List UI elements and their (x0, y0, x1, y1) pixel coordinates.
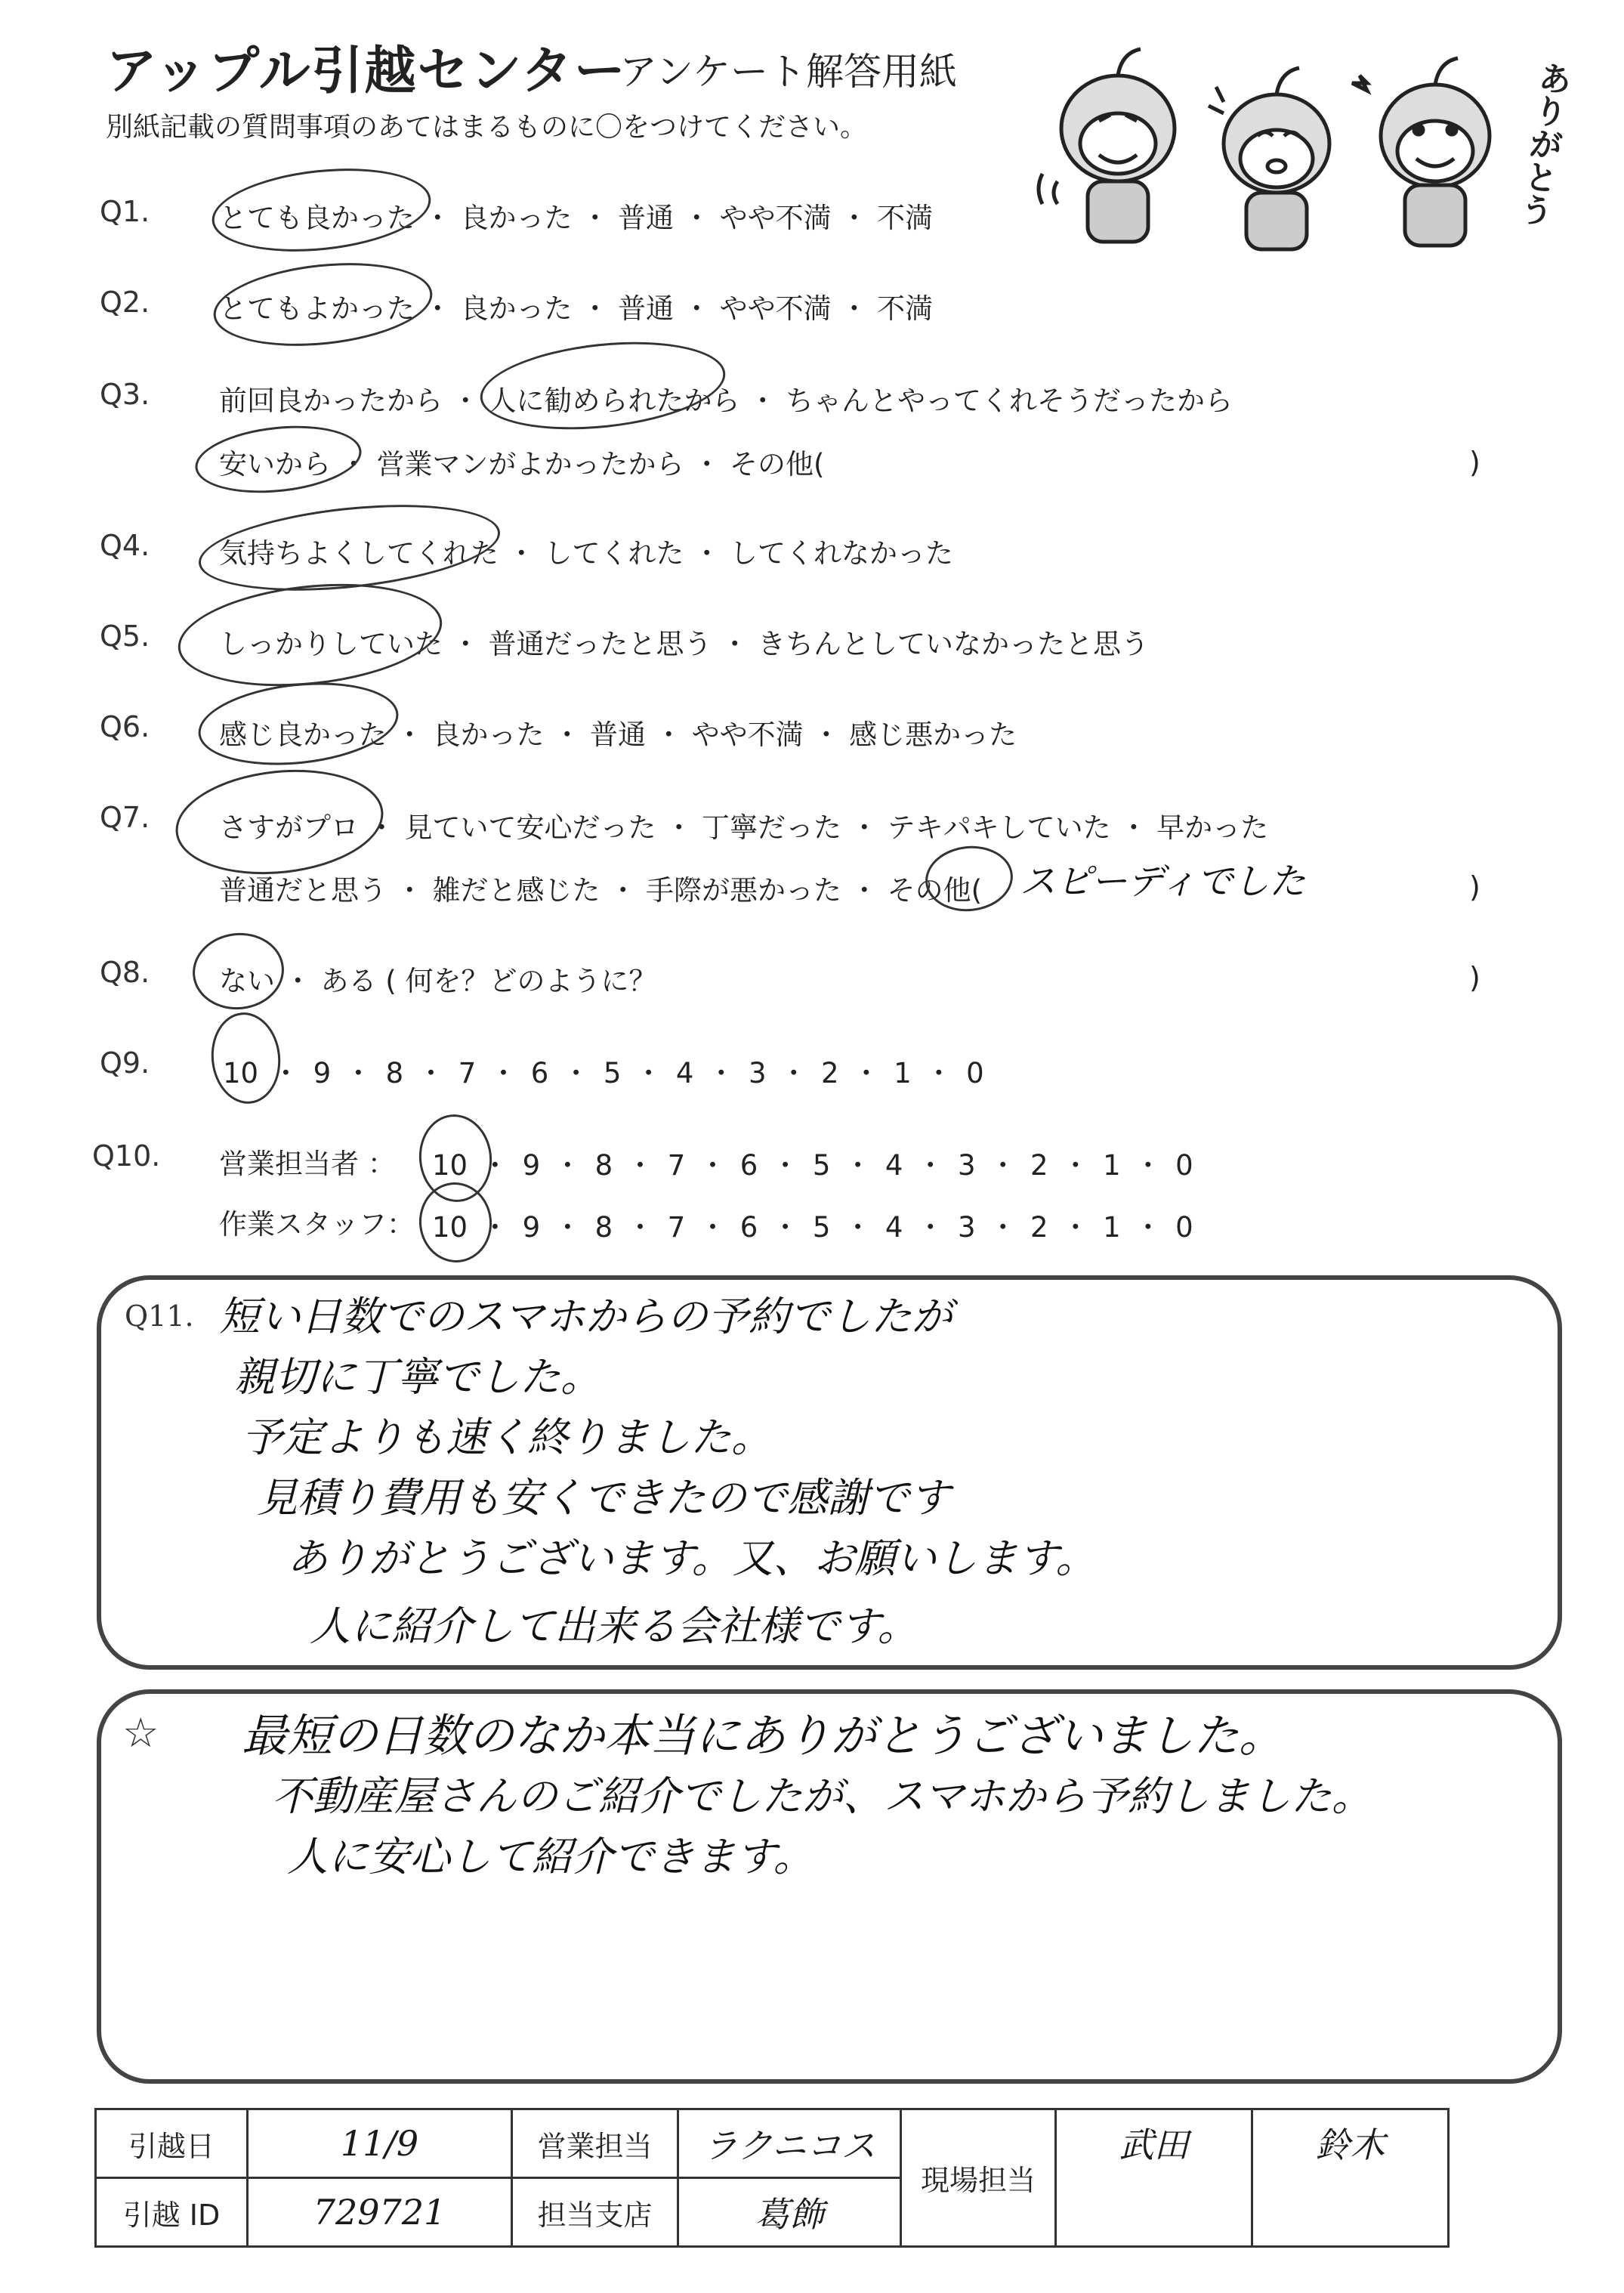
q8-paren-close: ) (1469, 961, 1480, 994)
instruction-text: 別紙記載の質問事項のあてはまるものに〇をつけてください。 (106, 112, 868, 143)
q7-label: Q7. (100, 801, 150, 834)
q3-options-line1: 前回良かったから ・ 人に勧められたから ・ ちゃんとやってくれそうだったから (219, 385, 1233, 417)
q10-sales-options: 10 ・ 9 ・ 8 ・ 7 ・ 6 ・ 5 ・ 4 ・ 3 ・ 2 ・ 1 ・ 0 (432, 1149, 1193, 1182)
star-icon: ☆ (122, 1709, 159, 1757)
q8-answer-circle[interactable] (189, 929, 288, 1014)
q11-line-3[interactable]: 予定よりも速く終りました。 (242, 1414, 772, 1461)
q9-options: 10 ・ 9 ・ 8 ・ 7 ・ 6 ・ 5 ・ 4 ・ 3 ・ 2 ・ 1 ・ 0 (223, 1057, 984, 1089)
q5-answer-circle[interactable] (173, 572, 447, 698)
sales-rep-label: 営業担当 (512, 2109, 678, 2178)
form-title: アンケート解答用紙 (619, 50, 957, 94)
star-line-2[interactable]: 不動産屋さんのご紹介でしたが、スマホから予約しました。 (272, 1772, 1372, 1820)
q5-options: しっかりしていた ・ 普通だったと思う ・ きちんとしていなかったと思う (219, 628, 1150, 660)
q11-line-6[interactable]: 人に紹介して出来る会社様です。 (310, 1602, 919, 1650)
q11-line-2[interactable]: 親切に丁寧でした。 (234, 1353, 601, 1401)
q4-label: Q4. (100, 529, 150, 562)
move-date-label: 引越日 (96, 2109, 248, 2178)
q8-label: Q8. (100, 956, 150, 989)
mascot-1 (1039, 49, 1175, 242)
q7-answer-circle-1[interactable] (171, 760, 389, 884)
site-rep-1-value[interactable]: 武田 (1056, 2109, 1252, 2247)
sales-rep-value[interactable]: ラクニコス (678, 2109, 901, 2178)
q2-label: Q2. (100, 286, 150, 319)
site-rep-label: 現場担当 (901, 2109, 1056, 2247)
q6-label: Q6. (100, 710, 150, 743)
q3-label: Q3. (100, 378, 150, 411)
q10-label: Q10. (92, 1139, 161, 1173)
branch-label: 担当支店 (512, 2178, 678, 2247)
move-id-value[interactable]: 729721 (248, 2178, 512, 2247)
q10-staff-options: 10 ・ 9 ・ 8 ・ 7 ・ 6 ・ 5 ・ 4 ・ 3 ・ 2 ・ 1 ・ 0 (432, 1211, 1193, 1244)
star-line-1[interactable]: 最短の日数のなか本当にありがとうございました。 (242, 1710, 1284, 1763)
move-date-value[interactable]: 11/9 (248, 2109, 512, 2178)
q4-options: 気持ちよくしてくれた ・ してくれた ・ してくれなかった (219, 537, 954, 570)
q10-staff-label: 作業スタッフ： (219, 1208, 415, 1241)
q11-line-4[interactable]: 見積り費用も安くできたので感謝です (257, 1474, 950, 1522)
company-name: アップル引越センター (106, 42, 627, 101)
q9-answer-circle[interactable] (207, 1009, 285, 1108)
q3-answer-circle-1[interactable] (476, 331, 730, 440)
move-id-label: 引越 ID (96, 2178, 248, 2247)
q3-options-line2: 安いから ・ 営業マンがよかったから ・ その他( (219, 448, 825, 481)
q7-paren-close: ) (1469, 870, 1480, 904)
star-line-3[interactable]: 人に安心して紹介できます。 (287, 1833, 814, 1880)
q6-options: 感じ良かった ・ 良かった ・ 普通 ・ やや不満 ・ 感じ悪かった (219, 718, 1017, 751)
mascot-3 (1352, 58, 1490, 246)
q11-line-1[interactable]: 短い日数でのスマホからの予約でしたが (219, 1293, 952, 1340)
q1-answer-circle[interactable] (208, 159, 434, 261)
q5-label: Q5. (100, 620, 150, 653)
q3-paren-close: ) (1469, 446, 1480, 479)
q3-answer-circle-2[interactable] (192, 419, 365, 501)
mascot-2 (1209, 68, 1329, 249)
q2-answer-circle[interactable] (209, 253, 436, 356)
q10-staff-answer-circle[interactable] (415, 1179, 496, 1265)
q7-other-answer[interactable]: スピーディでした (1020, 861, 1306, 903)
q10-sales-label: 営業担当者 ： (219, 1148, 396, 1180)
q2-options: とてもよかった ・ 良かった ・ 普通 ・ やや不満 ・ 不満 (219, 292, 934, 325)
q11-line-5[interactable]: ありがとうございます。又、お願いします。 (287, 1534, 1097, 1582)
mascot-illustration (1027, 30, 1556, 257)
thanks-text: ありがとう (1511, 58, 1574, 229)
q7-options-line2: 普通だと思う ・ 雑だと感じた ・ 手際が悪かった ・ その他( (219, 874, 983, 907)
q1-options: とても良かった ・ 良かった ・ 普通 ・ やや不満 ・ 不満 (219, 202, 934, 234)
site-rep-2-value[interactable]: 鈴木 (1252, 2109, 1449, 2247)
q7-options-line1: さすがプロ ・ 見ていて安心だった ・ 丁寧だった ・ テキパキしていた ・ 早かった (219, 811, 1269, 844)
q6-answer-circle[interactable] (194, 673, 403, 774)
branch-value[interactable]: 葛飾 (678, 2178, 901, 2247)
q1-label: Q1. (100, 195, 150, 228)
q9-label: Q9. (100, 1046, 150, 1080)
footer-table (94, 2108, 1450, 2248)
q11-label: Q11. (125, 1299, 194, 1333)
q8-options: ない ・ ある ( 何を？どのように？ (219, 965, 657, 997)
